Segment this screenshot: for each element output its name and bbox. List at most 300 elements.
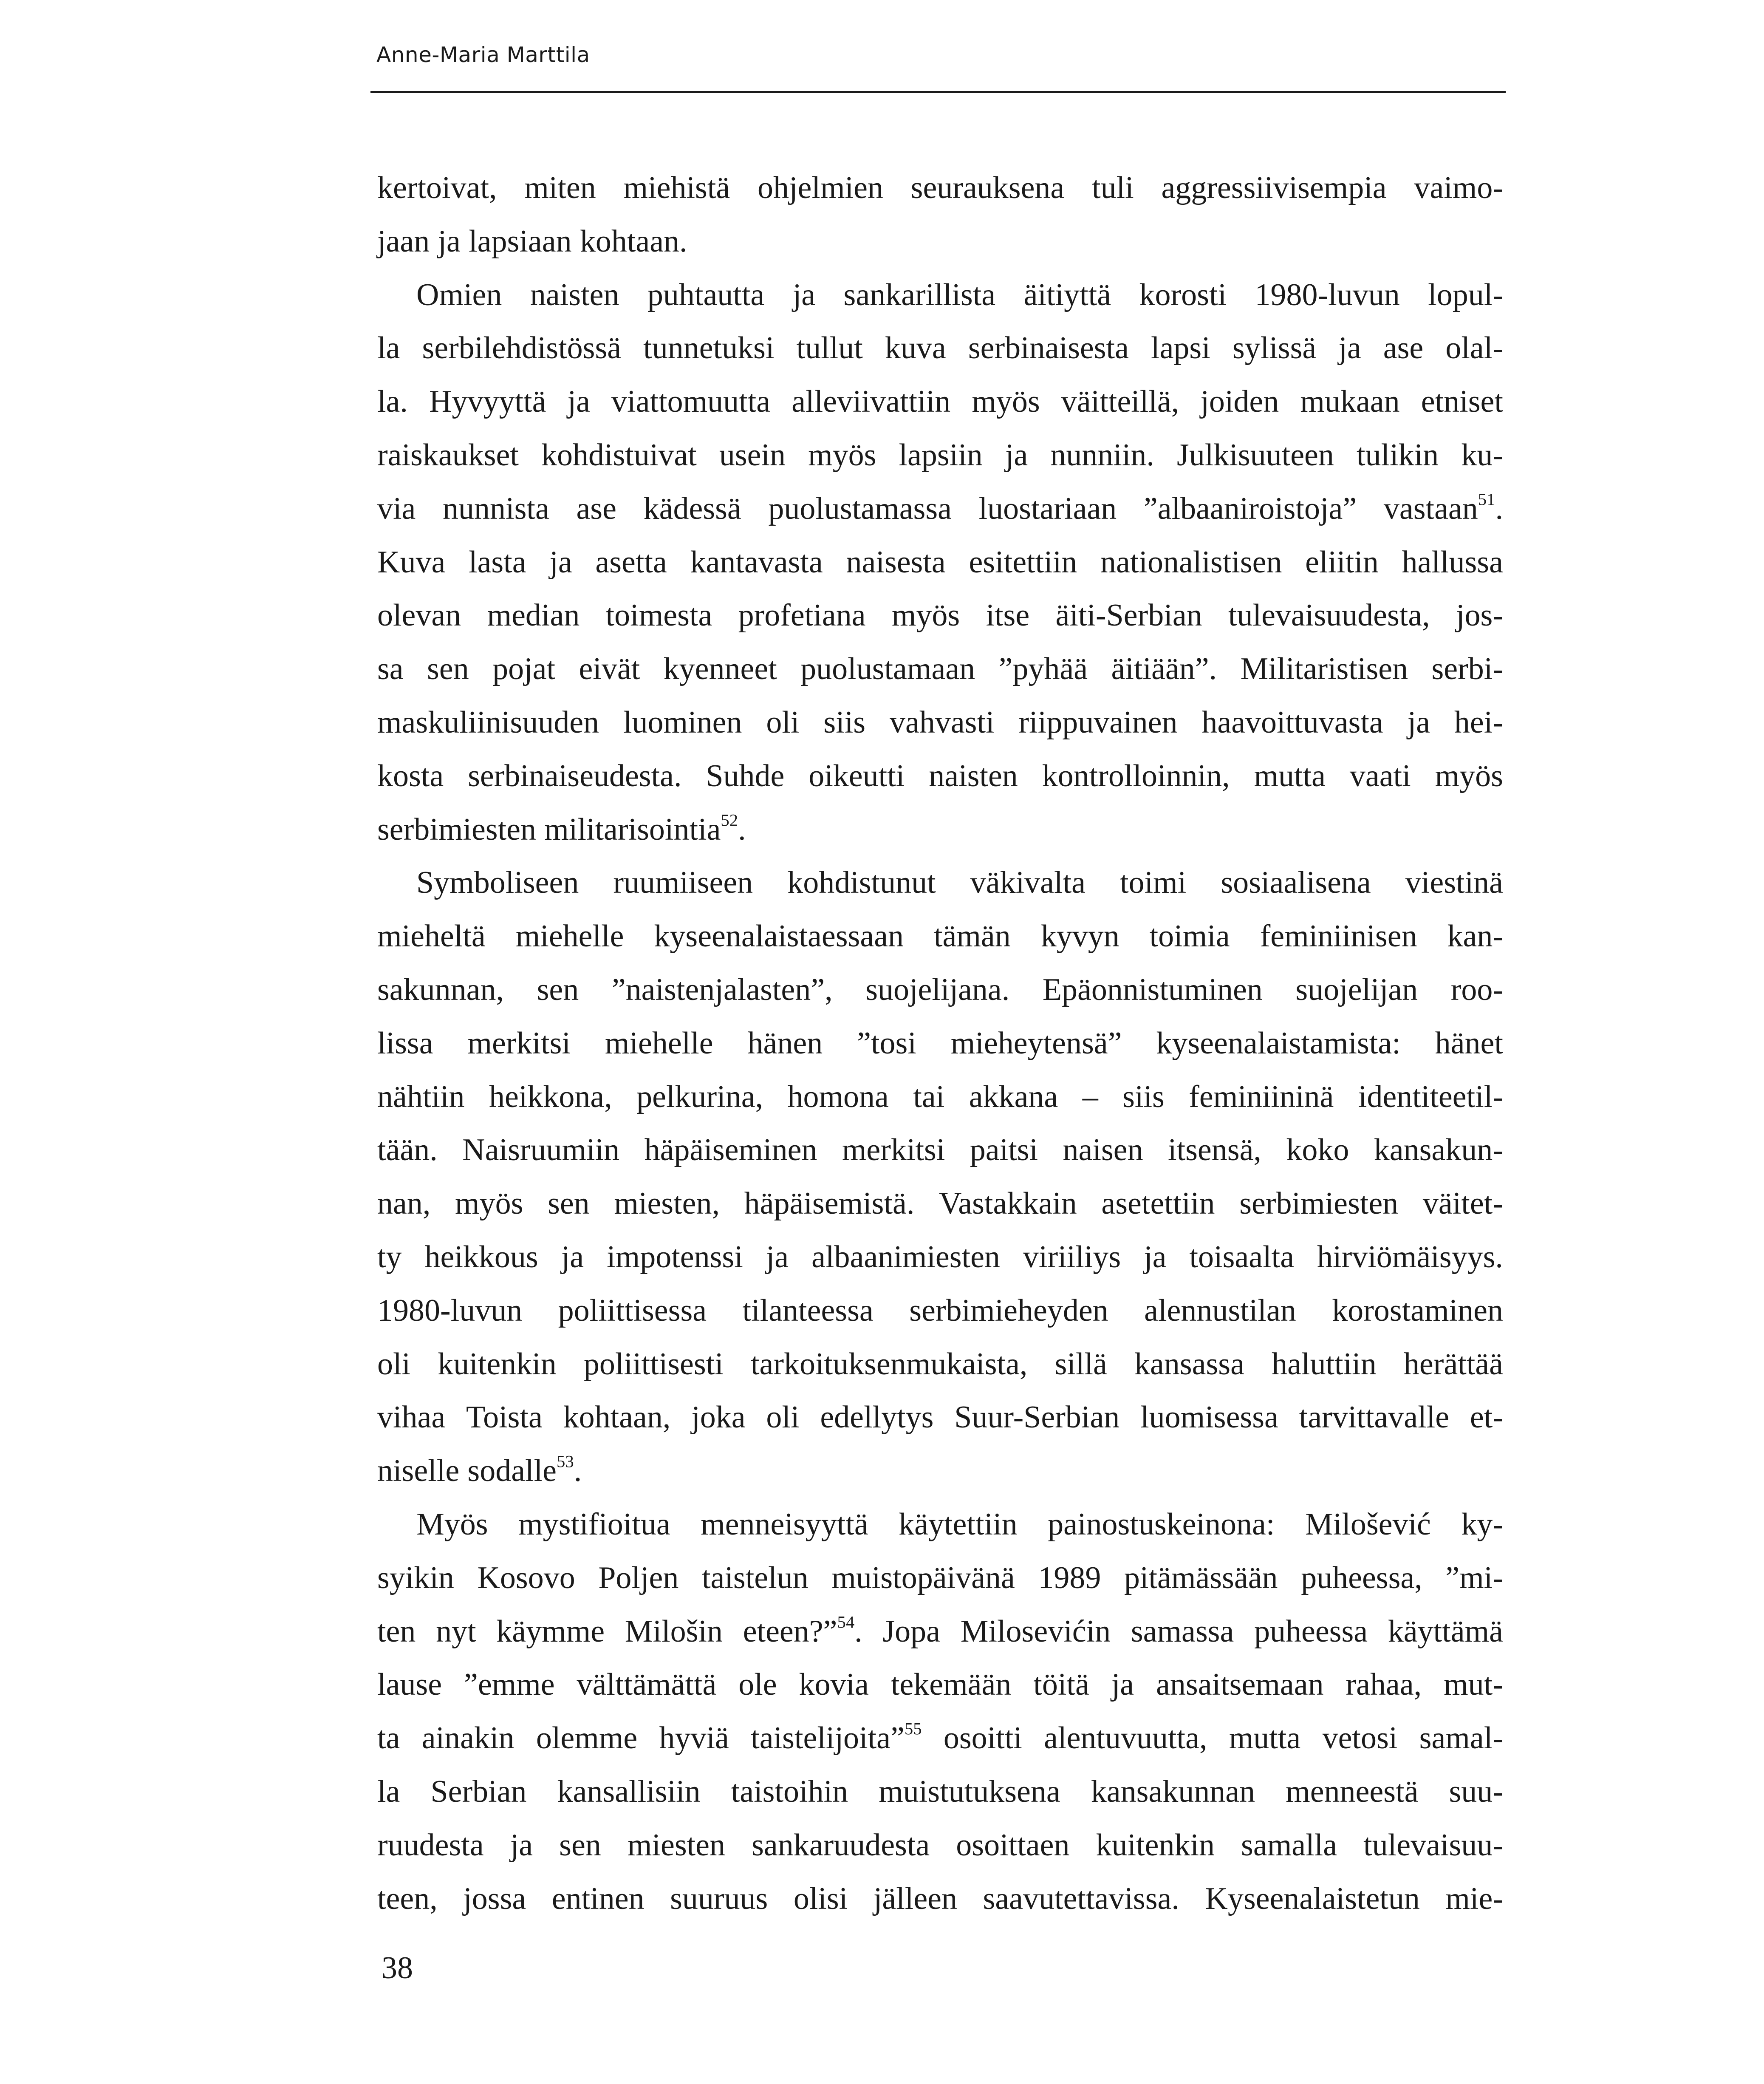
word: suojelijan (1295, 972, 1418, 1007)
word: pitämässään (1124, 1560, 1278, 1595)
text-line (377, 536, 1503, 589)
word: häpäisemistä. (744, 1186, 915, 1221)
word: olal- (1445, 331, 1503, 366)
word: hyviä (659, 1721, 729, 1756)
word: tarvittavalle (1299, 1400, 1450, 1435)
word: itsensä, (1168, 1133, 1261, 1168)
text-line (377, 269, 1503, 322)
word: identiteetil- (1358, 1079, 1503, 1114)
word: ja (1407, 705, 1430, 740)
word: syikin (377, 1560, 454, 1595)
word: etniset (1421, 384, 1503, 419)
word: ja (510, 1827, 533, 1863)
word: ”mi- (1445, 1560, 1503, 1595)
word: ainakin (421, 1721, 514, 1756)
word: suojelijana. (865, 972, 1010, 1007)
word: heikkona, (489, 1079, 612, 1114)
word: serbimiesten (1239, 1186, 1399, 1221)
text-line (377, 215, 1503, 269)
word: Toista (466, 1400, 543, 1435)
word: nähtiin (377, 1079, 465, 1114)
word: nunnista (443, 491, 549, 526)
word: ta (377, 1721, 400, 1756)
word: lapsi (1151, 331, 1210, 366)
word: oli (766, 705, 800, 740)
word: lopul- (1428, 277, 1503, 312)
word: nan, (377, 1186, 431, 1221)
word: eivät (579, 651, 640, 687)
word: siis (823, 705, 866, 740)
word: ja (438, 224, 461, 259)
word: ase (576, 491, 616, 526)
word: sankarillista (843, 277, 996, 312)
word: raiskaukset (377, 437, 519, 473)
word: et- (1470, 1400, 1503, 1435)
word: kovia (799, 1667, 869, 1702)
word: kohdistuivat (541, 437, 697, 473)
word: roo- (1450, 972, 1503, 1007)
word: mukaan (1300, 384, 1400, 419)
word: tai (913, 1079, 945, 1114)
word: Milosevićin (960, 1614, 1111, 1649)
word: Suur-Serbian (954, 1400, 1120, 1435)
word: Poljen (598, 1560, 679, 1595)
text-line (377, 1552, 1503, 1605)
word: oli (377, 1346, 411, 1382)
word: ”pyhää (998, 651, 1088, 687)
word: sylissä (1232, 331, 1317, 366)
word: poliittisessa (558, 1293, 707, 1328)
text-line (377, 1498, 1503, 1552)
word: poliittisesti (583, 1346, 724, 1382)
word: kansakunnan (1091, 1774, 1255, 1809)
footnote-ref: 52 (721, 810, 738, 830)
text-line (377, 1765, 1503, 1819)
word: oli (766, 1400, 800, 1435)
word: ky- (1461, 1506, 1503, 1542)
word: myös (455, 1186, 523, 1221)
word: tekemään (890, 1667, 1012, 1702)
word: la (377, 331, 400, 366)
word: saavutettavissa. (983, 1881, 1179, 1916)
word: sosiaalisena (1221, 865, 1371, 900)
word: edellytys (820, 1400, 934, 1435)
word: tämän (933, 919, 1011, 954)
word: joiden (1200, 384, 1279, 419)
word: Jopa (882, 1614, 940, 1649)
word: akkana (969, 1079, 1058, 1114)
word: tuli (1092, 170, 1134, 205)
word: ku- (1461, 437, 1503, 473)
word: vastaan$^{51}$. (1383, 490, 1503, 526)
text-line (377, 429, 1503, 482)
word: jälleen (873, 1881, 958, 1916)
word: tulevaisuudesta, (1228, 598, 1430, 633)
word: nunniin. (1050, 437, 1154, 473)
word: myös (1435, 758, 1503, 793)
word: samal- (1419, 1721, 1503, 1756)
word: ten (377, 1614, 416, 1649)
word: puolustamaan (800, 651, 975, 687)
word: joka (691, 1400, 746, 1435)
word: Milošević (1305, 1506, 1431, 1542)
word: feminiinisen (1260, 919, 1417, 954)
word: ruumiiseen (613, 865, 753, 900)
word: väitet- (1422, 1186, 1503, 1221)
word: ja (567, 384, 590, 419)
word: miesten (627, 1827, 726, 1863)
word: lasta (468, 544, 526, 580)
word: 1980-luvun (377, 1293, 523, 1328)
word: merkitsi (467, 1025, 571, 1061)
word: toimi (1120, 865, 1187, 900)
word: puolustamassa (768, 491, 952, 526)
text-line (377, 1605, 1503, 1659)
word: tunnetuksi (643, 331, 775, 366)
word: entinen (551, 1881, 645, 1916)
word: kansassa (1134, 1346, 1244, 1382)
text-line (377, 1017, 1503, 1070)
text-line (377, 803, 1503, 857)
word: miten (524, 170, 596, 205)
footnote-ref: 53 (557, 1452, 574, 1471)
word: Kosovo (477, 1560, 575, 1595)
word: ”emme (464, 1667, 555, 1702)
word: serbi- (1431, 651, 1503, 687)
word: luostariaan (978, 491, 1117, 526)
word: sakunnan, (377, 972, 504, 1007)
word: Omien (416, 277, 502, 312)
word: Naisruumiin (462, 1133, 620, 1168)
text-line (377, 1712, 1503, 1765)
word: sa (377, 651, 404, 687)
word: ”tosi (857, 1025, 916, 1061)
text-line (377, 322, 1503, 375)
word: miehistä (623, 170, 730, 205)
word: miehelle (515, 919, 624, 954)
word: viattomuutta (611, 384, 771, 419)
word: hänet (1435, 1025, 1503, 1061)
word: jos- (1456, 598, 1503, 633)
text-line (377, 643, 1503, 696)
word: serbimieheyden (909, 1293, 1108, 1328)
word: sen (548, 1186, 590, 1221)
word: Vastakkain (939, 1186, 1077, 1221)
text-line (377, 1070, 1503, 1124)
word: naisen (1063, 1133, 1143, 1168)
word: välttämättä (577, 1667, 717, 1702)
word: ja (792, 277, 816, 312)
word: itse (986, 598, 1030, 633)
word: olisi (793, 1881, 848, 1916)
word: jossa (463, 1881, 526, 1916)
word: taistelijoita”$^{55}$ (751, 1719, 922, 1756)
word: painostuskeinona: (1048, 1506, 1275, 1542)
text-line (377, 1391, 1503, 1444)
word: muistopäivänä (831, 1560, 1015, 1595)
word: aggressiivisempia (1161, 170, 1387, 205)
word: mut- (1444, 1667, 1503, 1702)
word: olevan (377, 598, 461, 633)
footnote-ref: 51 (1478, 490, 1495, 509)
text-line (377, 1338, 1503, 1391)
word: myös (891, 598, 960, 633)
word: – (1082, 1079, 1098, 1114)
word: via (377, 491, 416, 526)
word: äitiyttä (1023, 277, 1111, 312)
text-line (377, 696, 1503, 750)
word: myös (808, 437, 876, 473)
word: menneisyyttä (701, 1506, 868, 1542)
word: hei- (1454, 705, 1503, 740)
word: kansallisiin (557, 1774, 701, 1809)
word: sankaruudesta (752, 1827, 930, 1863)
word: hänen (747, 1025, 823, 1061)
text-line (377, 750, 1503, 803)
word: häpäiseminen (644, 1133, 817, 1168)
word: heikkous (424, 1239, 538, 1274)
word: maskuliinisuuden (377, 705, 599, 740)
word: eliitin (1305, 544, 1379, 580)
word: käytettiin (899, 1506, 1018, 1542)
word: serbimiesten (377, 812, 537, 847)
word: vaati (1349, 758, 1411, 793)
word: riippuvainen (1018, 705, 1178, 740)
word: sillä (1054, 1346, 1107, 1382)
word: la. (377, 384, 408, 419)
text-line (377, 1444, 1503, 1498)
word: viriiliys (1023, 1239, 1121, 1274)
word: serbilehdistössä (422, 331, 622, 366)
text-line (377, 161, 1503, 215)
word: lapsiin (899, 437, 983, 473)
word: naisten (929, 758, 1018, 793)
word: kuva (885, 331, 946, 366)
word: ohjelmien (757, 170, 883, 205)
word: ty (377, 1239, 402, 1274)
word: luomisessa (1140, 1400, 1278, 1435)
word: tilanteessa (742, 1293, 874, 1328)
word: toimesta (605, 598, 712, 633)
word: ole (738, 1667, 777, 1702)
word: kohtaan. (580, 224, 687, 259)
word: alentuvuutta, (1044, 1721, 1207, 1756)
word: töitä (1033, 1667, 1089, 1702)
word: samassa (1131, 1614, 1234, 1649)
word: haavoittuvasta (1201, 705, 1383, 740)
word: rahaa, (1346, 1667, 1422, 1702)
word: jaan (377, 224, 430, 259)
word: Milošin (625, 1614, 723, 1649)
word: olemme (536, 1721, 638, 1756)
word: albaanimiesten (811, 1239, 1000, 1274)
word: sen (559, 1827, 601, 1863)
body-text (377, 161, 1503, 1925)
word: suuruus (670, 1881, 768, 1916)
text-line (377, 1872, 1503, 1926)
word: miesten, (614, 1186, 720, 1221)
word: ja (766, 1239, 789, 1274)
word: ”naistenjalasten”, (611, 972, 833, 1007)
word: kontrolloinnin, (1042, 758, 1230, 793)
word: menneestä (1286, 1774, 1419, 1809)
word: luominen (623, 705, 742, 740)
word: Symboliseen (416, 865, 579, 900)
word: asetta (595, 544, 667, 580)
word: nationalistisen (1100, 544, 1282, 580)
text-line (377, 1658, 1503, 1712)
word: äitiään”. (1111, 651, 1217, 687)
word: tarkoituksenmukaista, (750, 1346, 1028, 1382)
page-number: 38 (382, 1951, 413, 1985)
word: mie- (1445, 1881, 1503, 1916)
word: mutta (1229, 1721, 1301, 1756)
word: Myös (416, 1506, 488, 1542)
word: Epäonnistuminen (1042, 972, 1263, 1007)
word: mutta (1254, 758, 1326, 793)
word: samalla (1241, 1827, 1337, 1863)
word: kuitenkin (1096, 1827, 1215, 1863)
word: eteen?”$^{54}$. (743, 1612, 862, 1649)
word: siis (1122, 1079, 1165, 1114)
word: ansaitsemaan (1156, 1667, 1324, 1702)
word: vihaa (377, 1400, 446, 1435)
word: sen (537, 972, 579, 1007)
footnote-ref: 55 (904, 1719, 922, 1739)
word: tulevaisuu- (1363, 1827, 1503, 1863)
word: sen (427, 651, 469, 687)
word: väitteillä, (1061, 384, 1179, 419)
word: herättää (1403, 1346, 1503, 1382)
word: Julkisuuteen (1176, 437, 1334, 473)
word: Kyseenalaistetun (1205, 1881, 1420, 1916)
word: kantavasta (690, 544, 823, 580)
word: muistutuksena (879, 1774, 1060, 1809)
word: Militaristisen (1240, 651, 1408, 687)
word: kohdistunut (787, 865, 936, 900)
word: korostaminen (1332, 1293, 1503, 1328)
word: paitsi (970, 1133, 1038, 1168)
word: naisesta (846, 544, 946, 580)
word: merkitsi (842, 1133, 945, 1168)
word: alleviivattiin (792, 384, 951, 419)
word: naisten (530, 277, 619, 312)
word: haluttiin (1272, 1346, 1377, 1382)
text-line (377, 910, 1503, 963)
word: kuitenkin (438, 1346, 557, 1382)
word: pelkurina, (636, 1079, 763, 1114)
word: ja (561, 1239, 584, 1274)
word: käymme (496, 1614, 605, 1649)
word: ja (1144, 1239, 1167, 1274)
word: nyt (436, 1614, 476, 1649)
word: 1989 (1038, 1560, 1101, 1595)
word: Kuva (377, 544, 446, 580)
word: ja (1005, 437, 1028, 473)
word: miehelle (605, 1025, 713, 1061)
word: puheessa (1254, 1614, 1368, 1649)
word: ja (1338, 331, 1361, 366)
word: mieheytensä” (950, 1025, 1122, 1061)
word: viestinä (1405, 865, 1503, 900)
text-line (377, 856, 1503, 910)
word: alennustilan (1144, 1293, 1296, 1328)
word: koko (1286, 1133, 1349, 1168)
running-header-author: Anne-Maria Marttila (376, 42, 590, 67)
word: median (487, 598, 580, 633)
word: kosta (377, 758, 444, 793)
word: kohtaan, (563, 1400, 671, 1435)
word: niselle (377, 1453, 460, 1489)
text-line (377, 1819, 1503, 1872)
word: kansakun- (1374, 1133, 1503, 1168)
text-line (377, 1284, 1503, 1338)
word: kyseenalaistamista: (1156, 1025, 1401, 1061)
word: suu- (1449, 1774, 1503, 1809)
word: militarisointia$^{52}$. (544, 810, 746, 847)
word: impotenssi (607, 1239, 743, 1274)
text-line (377, 1177, 1503, 1231)
word: tullut (796, 331, 863, 366)
word: Hyvyyttä (429, 384, 546, 419)
word: sodalle$^{53}$. (467, 1452, 582, 1489)
word: Suhde (706, 758, 785, 793)
word: osoittaen (956, 1827, 1070, 1863)
word: ase (1383, 331, 1424, 366)
word: puheessa, (1301, 1560, 1422, 1595)
text-line (377, 482, 1503, 536)
word: profetiana (738, 598, 866, 633)
text-line (377, 1231, 1503, 1284)
word: kan- (1447, 919, 1503, 954)
word: lause (377, 1667, 442, 1702)
word: myös (972, 384, 1040, 419)
word: la (377, 1774, 400, 1809)
word: taistoihin (731, 1774, 848, 1809)
word: serbinaisesta (968, 331, 1129, 366)
word: mieheltä (377, 919, 486, 954)
word: kyvyn (1040, 919, 1119, 954)
word: oikeutti (808, 758, 905, 793)
word: taistelun (701, 1560, 808, 1595)
word: esitettiin (969, 544, 1077, 580)
word: homona (787, 1079, 889, 1114)
word: toimia (1149, 919, 1230, 954)
word: hirviömäisyys. (1317, 1239, 1503, 1274)
word: kertoivat, (377, 170, 497, 205)
word: osoitti (943, 1721, 1022, 1756)
word: pojat (492, 651, 556, 687)
word: ruudesta (377, 1827, 484, 1863)
header-rule (370, 91, 1506, 93)
word: vahvasti (889, 705, 995, 740)
word: vetosi (1322, 1721, 1398, 1756)
word: serbinaiseudesta. (468, 758, 682, 793)
footnote-ref: 54 (837, 1612, 855, 1631)
text-line (377, 963, 1503, 1017)
word: ja (1111, 1667, 1134, 1702)
word: hallussa (1402, 544, 1503, 580)
word: toisaalta (1189, 1239, 1295, 1274)
word: kädessä (643, 491, 741, 526)
word: mystifioitua (518, 1506, 670, 1542)
text-line (377, 1124, 1503, 1177)
word: tään. (377, 1133, 438, 1168)
word: vaimo- (1414, 170, 1503, 205)
word: lapsiaan (469, 224, 572, 259)
word: ja (549, 544, 572, 580)
word: usein (719, 437, 786, 473)
